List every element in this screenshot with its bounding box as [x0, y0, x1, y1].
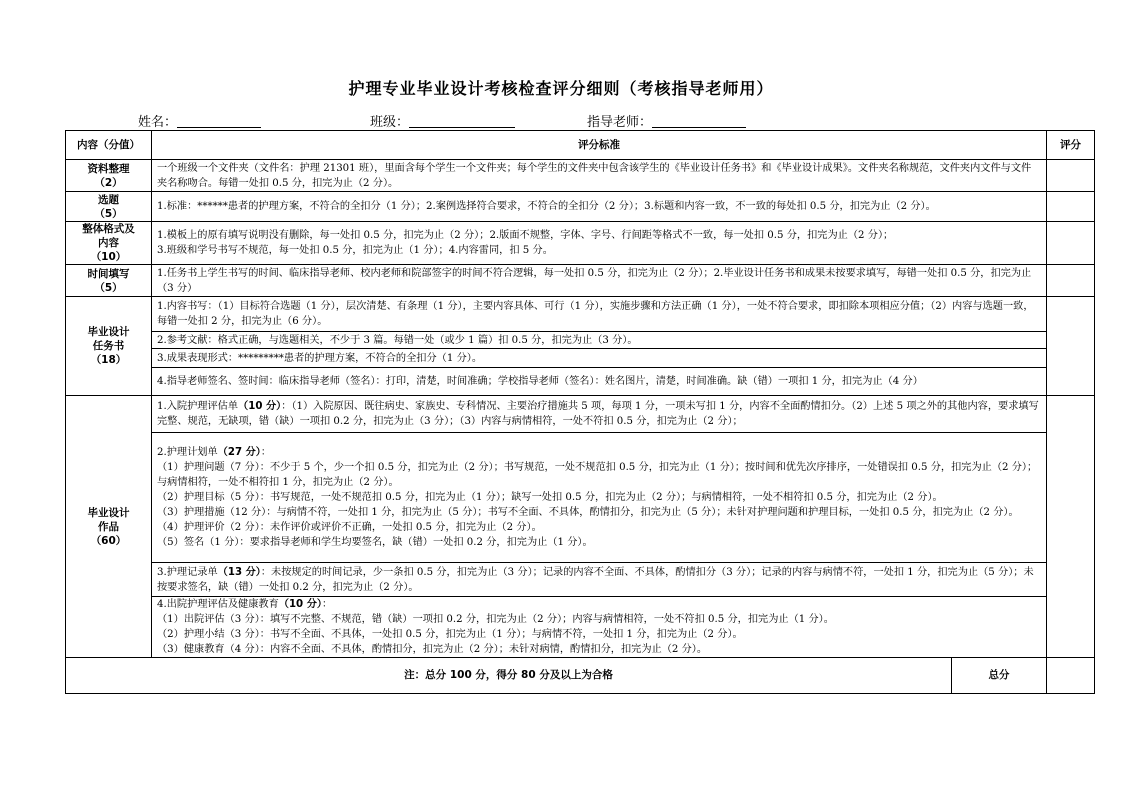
- class-label: 班级：: [370, 115, 410, 130]
- header-score: 评分: [1047, 131, 1095, 160]
- standard-text: 3.班级和学号书写不规范，每一处扣 0.5 分，扣完为止（1 分）；4.内容雷同，扣 5 分。: [157, 245, 553, 256]
- standard-text: （1）护理问题（7 分）：不少于 5 个，少一个扣 0.5 分，扣完为止（2 分）；书写规范，一处不规范扣 0.5 分，扣完为止（1 分）；按时间和优先次序排序，一处错误扣 0.5 分，扣完为止（2 分）；与病情相符，一处不相符扣 1 分，扣完为止（2 分）。: [157, 462, 1038, 488]
- category-name: 时间填写: [87, 267, 130, 280]
- standard-text: （1）出院评估（3 分）：填写不完整、不规范，错（缺）一项扣 0.2 分，扣完为止（2 分）；内容与病情相符，一处不符扣 0.5 分，扣完为止（1 分）。: [157, 614, 834, 625]
- standard-cell: [152, 433, 1047, 563]
- header-content: 内容（分值）: [66, 131, 152, 160]
- category-points: （5）: [94, 281, 123, 294]
- standard-text: （2）护理目标（5 分）：书写规范，一处不规范扣 0.5 分，扣完为止（1 分）；缺写一处扣 0.5 分，扣完为止（2 分）；与病情相符，一处不相符扣 0.5 分，扣完为止（2 分）。: [157, 492, 943, 503]
- standard-cell: [152, 297, 1047, 332]
- name-label: 姓名：: [138, 115, 178, 130]
- standard-text: 4.指导老师签名、签时间：临床指导老师（签名）：打印，清楚，时间准确；学校指导老师（签名）：姓名图片，清楚，时间准确。缺（错）一项扣 1 分，扣完为止（4 分）: [157, 376, 923, 387]
- score-cell[interactable]: [1047, 192, 1095, 222]
- teacher-blank[interactable]: [652, 114, 746, 128]
- table-row: [66, 160, 1095, 192]
- table-row: [66, 368, 1095, 396]
- standard-text: 1.内容书写：（1）目标符合选题（1 分），层次清楚、有条理（1 分），主要内容具体、可行（1 分），实施步骤和方法正确（1 分），一处不符合要求，即扣除本项相应分值；（2）内容与选题一致，每错一处扣 2 分，扣完为止（6 分）。: [157, 301, 1034, 327]
- teacher-label: 指导老师：: [587, 115, 653, 130]
- footer-note: 注：总分 100 分，得分 80 分及以上为合格: [404, 669, 613, 681]
- scoring-table: [65, 130, 1095, 694]
- standard-cell: [152, 396, 1047, 433]
- standard-text: （3）健康教育（4 分）：内容不全面、不具体，酌情扣分，扣完为止（2 分）；未针对病情，酌情扣分，扣完为止（2 分）。: [157, 644, 708, 655]
- table-row: [66, 563, 1095, 597]
- standard-text: （5）签名（1 分）：要求指导老师和学生均要签名，缺（错）一处扣 0.2 分，扣完为止（1 分）。: [157, 537, 593, 548]
- category-points: （5）: [94, 207, 123, 220]
- standard-cell: [152, 349, 1047, 368]
- standard-text: 1.模板上的原有填写说明没有删除，每一处扣 0.5 分，扣完为止（2 分）；2.版面不规整，字体、字号、行间距等格式不一致，每一处扣 0.5 分，扣完为止（2 分）；: [157, 230, 894, 241]
- class-field: [370, 111, 515, 130]
- teacher-field: [587, 111, 746, 130]
- table-row: [66, 396, 1095, 433]
- standard-text: 2.参考文献：格式正确，与选题相关，不少于 3 篇。每错一处（或少 1 篇）扣 0.5 分，扣完为止（3 分）。: [157, 334, 638, 346]
- standard-text: （3）护理措施（12 分）：与病情不符，一处扣 1 分，扣完为止（5 分）；书写不全面、不具体，酌情扣分，扣完为止（5 分）；未针对护理问题和护理目标，一处扣 0.5 分，扣完为止（2 分）。: [157, 507, 1019, 518]
- category-points: （10）: [90, 251, 127, 263]
- table-row: [66, 332, 1095, 349]
- standard-text: （4）护理评价（2 分）：未作评价或评价不正确，一处扣 0.5 分，扣完为止（2 分）。: [157, 522, 542, 533]
- standard-text: 2.护理计划单（27 分）：: [157, 447, 272, 458]
- category-name: 选题: [98, 193, 119, 206]
- category-name: 毕业设计 任务书: [87, 326, 130, 352]
- table-header-row: [66, 131, 1095, 160]
- header-standard: 评分标准: [152, 131, 1047, 160]
- standard-cell: [152, 597, 1047, 658]
- standard-text: 3.护理记录单（13 分）：未按规定的时间记录，少一条扣 0.5 分，扣完为止（3 分）；记录的内容不全面、不具体，酌情扣分（3 分）；记录的内容与病情不符，一处扣 1 分，扣完为止（5 分）；未按要求签名，缺（错）一处扣 0.2 分，扣完为止（2 分）。: [157, 566, 1034, 593]
- total-score-cell[interactable]: [1047, 658, 1095, 694]
- table-row: [66, 433, 1095, 563]
- score-cell[interactable]: [1047, 265, 1095, 297]
- category-cell: [66, 396, 152, 658]
- table-row: [66, 597, 1095, 658]
- standard-text: 3.成果表现形式：*********患者的护理方案，不符合的全扣分（1 分）。: [157, 352, 483, 364]
- footer-row: [66, 658, 1095, 694]
- table-row: [66, 192, 1095, 222]
- standard-text: 1.入院护理评估单（10 分）：（1）入院原因、既往病史、家族史、专科情况、主要治疗措施共 5 项，每项 1 分，一项未写扣 1 分，内容不全面酌情扣分。（2）上述 5 项之外的其他内容，要求填写完整、规范，无缺项，错（缺）一项扣 0.2 分，扣完为止（3 分）；（3）内容与病情相符，一处不符扣 0.5 分，扣完为止（2 分）；: [157, 401, 1039, 427]
- table-row: [66, 297, 1095, 332]
- category-name: 资料整理: [87, 162, 130, 175]
- standard-cell: [152, 368, 1047, 396]
- category-cell: [66, 222, 152, 265]
- table-row: [66, 222, 1095, 265]
- standard-cell: [152, 563, 1047, 597]
- standard-cell: [152, 222, 1047, 265]
- category-cell: [66, 265, 152, 297]
- score-cell[interactable]: [1047, 297, 1095, 396]
- footer-note-cell: [66, 658, 1047, 694]
- standard-cell: [152, 265, 1047, 297]
- category-cell: [66, 192, 152, 222]
- standard-text: 1.任务书上学生书写的时间、临床指导老师、校内老师和院部签字的时间不符合逻辑，每一处扣 0.5 分，扣完为止（2 分）；2.毕业设计任务书和成果未按要求填写，每错一处扣 0.5 分，扣完为止（3 分）: [157, 267, 1032, 294]
- total-label: 总分: [952, 658, 1047, 693]
- standard-text: （2）护理小结（3 分）：书写不全面、不具体，一处扣 0.5 分，扣完为止（1 分）；与病情不符，一处扣 1 分，扣完为止（2 分）。: [157, 629, 743, 640]
- standard-cell: [152, 192, 1047, 222]
- standard-text: 4.出院护理评估及健康教育（10 分）：: [157, 599, 333, 610]
- score-cell[interactable]: [1047, 160, 1095, 192]
- name-field: [138, 111, 261, 130]
- category-cell: [66, 297, 152, 396]
- score-cell[interactable]: [1047, 222, 1095, 265]
- category-points: （60）: [90, 534, 127, 547]
- standard-cell: [152, 332, 1047, 349]
- standard-text: 一个班级一个文件夹（文件名：护理 21301 班），里面含每个学生一个文件夹；每个学生的文件夹中包含该学生的《毕业设计任务书》和《毕业设计成果》。文件夹名称规范，文件夹内文件与文件夹名称吻合。每错一处扣 0.5 分，扣完为止（2 分）。: [157, 162, 1032, 189]
- score-cell[interactable]: [1047, 396, 1095, 658]
- standard-cell: [152, 160, 1047, 192]
- category-points: （2）: [94, 176, 123, 189]
- category-name: 毕业设计 作品: [87, 506, 130, 533]
- standard-text: 1.标准：******患者的护理方案，不符合的全扣分（1 分）；2.案例选择符合要求，不符合的全扣分（2 分）；3.标题和内容一致，不一致的每处扣 0.5 分，扣完为止（2 分）。: [157, 201, 936, 212]
- class-blank[interactable]: [409, 114, 515, 128]
- category-cell: [66, 160, 152, 192]
- table-row: [66, 349, 1095, 368]
- table-row: [66, 265, 1095, 297]
- name-blank[interactable]: [177, 114, 261, 128]
- page-title: 护理专业毕业设计考核检查评分细则（考核指导老师用）: [348, 79, 774, 98]
- category-name: 整体格式及 内容: [82, 223, 135, 249]
- category-points: （18）: [90, 354, 127, 366]
